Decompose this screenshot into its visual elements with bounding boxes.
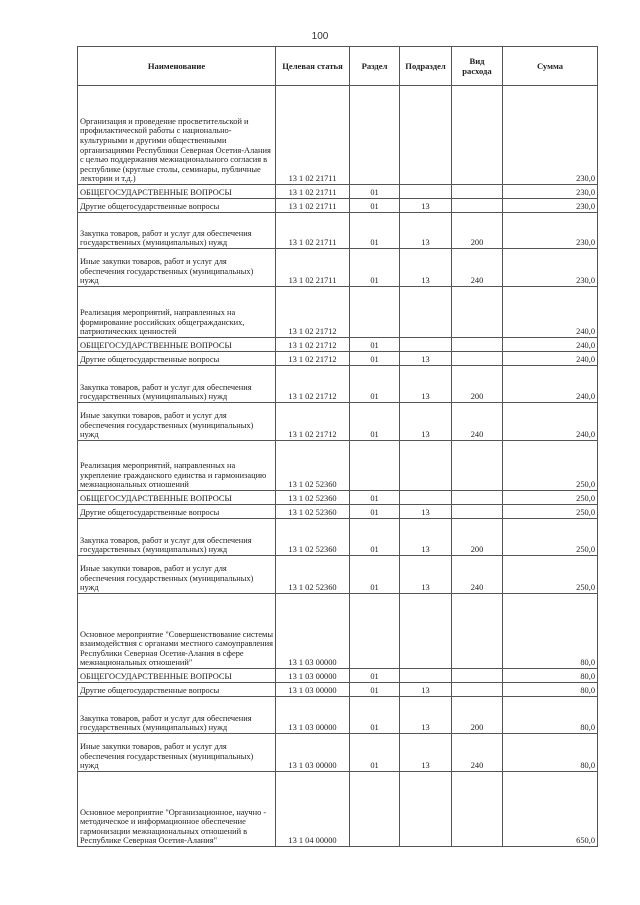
- row-subsection: 13: [400, 403, 452, 441]
- table-row: [78, 366, 598, 403]
- budget-table: [77, 46, 598, 847]
- row-subsection: [400, 669, 452, 683]
- row-section: [350, 441, 400, 491]
- table-row: [78, 213, 598, 249]
- table-row: [78, 86, 598, 185]
- row-section: [350, 772, 400, 847]
- row-type: [452, 491, 503, 505]
- row-type: [452, 185, 503, 199]
- table-row: [78, 441, 598, 491]
- header-expense-type: Вид расхода: [452, 47, 503, 86]
- row-name: Другие общегосударственные вопросы: [78, 199, 276, 213]
- row-code: 13 1 02 21712: [276, 287, 350, 338]
- table-row: [78, 338, 598, 352]
- row-sum: 230,0: [503, 86, 598, 185]
- row-subsection: [400, 86, 452, 185]
- row-sum: 250,0: [503, 556, 598, 594]
- row-section: 01: [350, 491, 400, 505]
- row-subsection: 13: [400, 697, 452, 734]
- row-code: 13 1 02 21712: [276, 352, 350, 366]
- row-name: Закупка товаров, работ и услуг для обеспечения государственных (муниципальных) нужд: [78, 697, 276, 734]
- row-code: 13 1 02 52360: [276, 441, 350, 491]
- row-section: 01: [350, 403, 400, 441]
- row-name: ОБЩЕГОСУДАРСТВЕННЫЕ ВОПРОСЫ: [78, 491, 276, 505]
- table-row: [78, 185, 598, 199]
- row-sum: 80,0: [503, 697, 598, 734]
- row-name: Иные закупки товаров, работ и услуг для обеспечения государственных (муниципальных) нужд: [78, 403, 276, 441]
- table-row: [78, 556, 598, 594]
- row-name: Другие общегосударственные вопросы: [78, 505, 276, 519]
- table-header-row: [78, 47, 598, 86]
- row-section: 01: [350, 249, 400, 287]
- row-subsection: 13: [400, 199, 452, 213]
- table-row: [78, 734, 598, 772]
- row-name: Закупка товаров, работ и услуг для обеспечения государственных (муниципальных) нужд: [78, 213, 276, 249]
- row-name: Иные закупки товаров, работ и услуг для обеспечения государственных (муниципальных) нужд: [78, 734, 276, 772]
- header-subsection: Подраздел: [400, 47, 452, 86]
- row-code: 13 1 02 52360: [276, 556, 350, 594]
- row-sum: 230,0: [503, 249, 598, 287]
- row-subsection: [400, 338, 452, 352]
- header-name: Наименование: [78, 47, 276, 86]
- row-subsection: 13: [400, 519, 452, 556]
- row-type: [452, 594, 503, 669]
- row-type: [452, 287, 503, 338]
- row-sum: 230,0: [503, 213, 598, 249]
- row-sum: 240,0: [503, 287, 598, 338]
- row-section: 01: [350, 338, 400, 352]
- row-sum: 240,0: [503, 366, 598, 403]
- row-sum: 80,0: [503, 669, 598, 683]
- row-name: Иные закупки товаров, работ и услуг для обеспечения государственных (муниципальных) нужд: [78, 249, 276, 287]
- row-sum: 80,0: [503, 594, 598, 669]
- row-section: 01: [350, 697, 400, 734]
- row-subsection: 13: [400, 213, 452, 249]
- table-row: [78, 697, 598, 734]
- row-subsection: [400, 491, 452, 505]
- row-code: 13 1 02 21711: [276, 213, 350, 249]
- row-code: 13 1 02 52360: [276, 505, 350, 519]
- row-type: 200: [452, 366, 503, 403]
- row-name: Организация и проведение просветительской и профилактической работы с национально-культурными и другими общественными организациями Республики Северная Осетия-Алания с целью поддержания межнационального согласия в республике (круглые столы, семинары, публичные лектории и т.д.): [78, 86, 276, 185]
- table-row: [78, 199, 598, 213]
- row-name: Закупка товаров, работ и услуг для обеспечения государственных (муниципальных) нужд: [78, 366, 276, 403]
- row-code: 13 1 04 00000: [276, 772, 350, 847]
- row-type: 240: [452, 556, 503, 594]
- row-code: 13 1 02 21712: [276, 403, 350, 441]
- row-type: [452, 772, 503, 847]
- row-type: [452, 86, 503, 185]
- row-subsection: [400, 287, 452, 338]
- row-sum: 250,0: [503, 519, 598, 556]
- row-section: 01: [350, 366, 400, 403]
- row-type: [452, 505, 503, 519]
- row-code: 13 1 02 52360: [276, 491, 350, 505]
- row-type: 200: [452, 519, 503, 556]
- header-target: Целевая статья: [276, 47, 350, 86]
- row-type: [452, 352, 503, 366]
- row-name: Закупка товаров, работ и услуг для обеспечения государственных (муниципальных) нужд: [78, 519, 276, 556]
- row-code: 13 1 03 00000: [276, 683, 350, 697]
- row-code: 13 1 02 52360: [276, 519, 350, 556]
- row-type: 240: [452, 249, 503, 287]
- row-sum: 240,0: [503, 403, 598, 441]
- row-sum: 80,0: [503, 683, 598, 697]
- row-section: 01: [350, 199, 400, 213]
- page-number: 100: [311, 31, 329, 42]
- row-name: ОБЩЕГОСУДАРСТВЕННЫЕ ВОПРОСЫ: [78, 185, 276, 199]
- table-row: [78, 594, 598, 669]
- row-name: Реализация мероприятий, направленных на укрепление гражданского единства и гармонизацию межнациональных отношений: [78, 441, 276, 491]
- header-section: Раздел: [350, 47, 400, 86]
- row-sum: 240,0: [503, 338, 598, 352]
- table-row: [78, 669, 598, 683]
- row-type: 200: [452, 697, 503, 734]
- row-code: 13 1 03 00000: [276, 734, 350, 772]
- row-type: 240: [452, 734, 503, 772]
- row-section: [350, 287, 400, 338]
- row-code: 13 1 02 21711: [276, 86, 350, 185]
- row-name: Другие общегосударственные вопросы: [78, 352, 276, 366]
- row-sum: 230,0: [503, 199, 598, 213]
- row-sum: 250,0: [503, 505, 598, 519]
- row-name: Основное мероприятие "Совершенствование системы взаимодействия с органами местного самоуправления Республики Северная Осетия-Алания в сфере межнациональных отношений": [78, 594, 276, 669]
- row-subsection: 13: [400, 734, 452, 772]
- row-name: ОБЩЕГОСУДАРСТВЕННЫЕ ВОПРОСЫ: [78, 338, 276, 352]
- row-sum: 240,0: [503, 352, 598, 366]
- row-type: [452, 683, 503, 697]
- row-code: 13 1 03 00000: [276, 594, 350, 669]
- row-section: 01: [350, 185, 400, 199]
- table-row: [78, 505, 598, 519]
- row-code: 13 1 03 00000: [276, 697, 350, 734]
- row-subsection: 13: [400, 683, 452, 697]
- row-code: 13 1 02 21712: [276, 366, 350, 403]
- row-section: 01: [350, 213, 400, 249]
- row-section: 01: [350, 352, 400, 366]
- row-section: 01: [350, 505, 400, 519]
- row-subsection: 13: [400, 505, 452, 519]
- row-sum: 650,0: [503, 772, 598, 847]
- table-row: [78, 403, 598, 441]
- table-row: [78, 491, 598, 505]
- row-name: ОБЩЕГОСУДАРСТВЕННЫЕ ВОПРОСЫ: [78, 669, 276, 683]
- table-row: [78, 352, 598, 366]
- row-type: [452, 441, 503, 491]
- row-code: 13 1 02 21711: [276, 199, 350, 213]
- row-subsection: 13: [400, 366, 452, 403]
- row-code: 13 1 02 21711: [276, 249, 350, 287]
- row-section: 01: [350, 734, 400, 772]
- row-subsection: [400, 594, 452, 669]
- row-name: Основное мероприятие "Организационное, научно - методическое и информационное обеспечение гармонизации межнациональных отношений в Республике Северная Осетия-Алания": [78, 772, 276, 847]
- row-type: [452, 199, 503, 213]
- row-type: [452, 338, 503, 352]
- row-sum: 250,0: [503, 441, 598, 491]
- row-name: Реализация мероприятий, направленных на формирование российских общегражданских, патриотических ценностей: [78, 287, 276, 338]
- row-sum: 250,0: [503, 491, 598, 505]
- row-section: 01: [350, 683, 400, 697]
- table-row: [78, 772, 598, 847]
- row-type: 200: [452, 213, 503, 249]
- row-section: 01: [350, 669, 400, 683]
- row-name: Иные закупки товаров, работ и услуг для обеспечения государственных (муниципальных) нужд: [78, 556, 276, 594]
- table-row: [78, 249, 598, 287]
- row-sum: 230,0: [503, 185, 598, 199]
- row-subsection: [400, 441, 452, 491]
- row-subsection: 13: [400, 352, 452, 366]
- row-section: [350, 594, 400, 669]
- row-section: [350, 86, 400, 185]
- table-row: [78, 287, 598, 338]
- row-sum: 80,0: [503, 734, 598, 772]
- row-name: Другие общегосударственные вопросы: [78, 683, 276, 697]
- row-section: 01: [350, 556, 400, 594]
- table-row: [78, 519, 598, 556]
- row-section: 01: [350, 519, 400, 556]
- header-sum: Сумма: [503, 47, 598, 86]
- row-type: [452, 669, 503, 683]
- row-type: 240: [452, 403, 503, 441]
- row-code: 13 1 02 21712: [276, 338, 350, 352]
- row-code: 13 1 03 00000: [276, 669, 350, 683]
- row-code: 13 1 02 21711: [276, 185, 350, 199]
- row-subsection: [400, 185, 452, 199]
- table-row: [78, 683, 598, 697]
- row-subsection: 13: [400, 249, 452, 287]
- row-subsection: 13: [400, 556, 452, 594]
- row-subsection: [400, 772, 452, 847]
